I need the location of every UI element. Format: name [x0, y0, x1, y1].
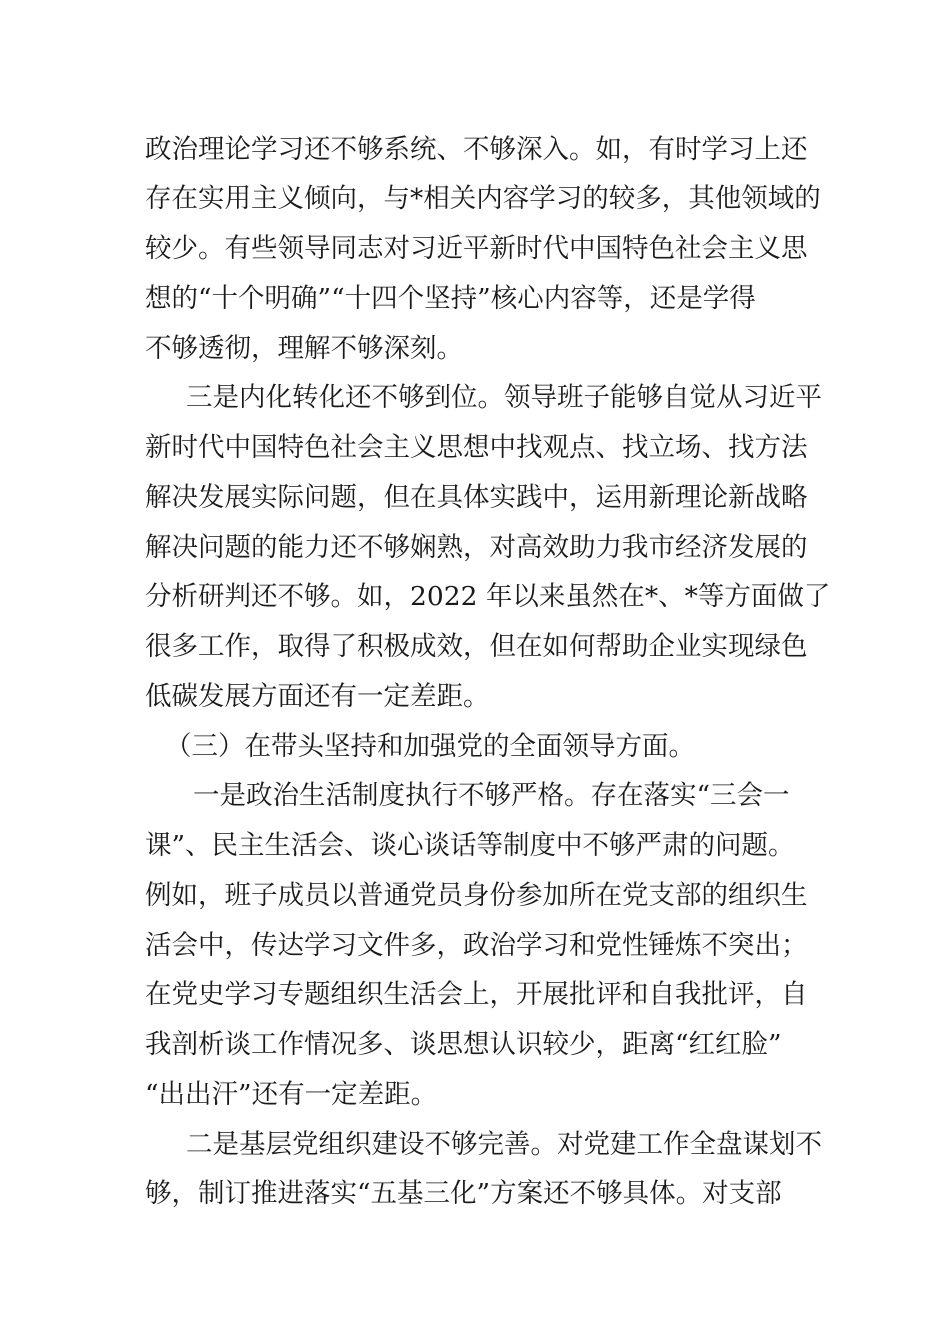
- text-line: 例如，班子成员以普通党员身份参加所在党支部的组织生: [145, 880, 808, 911]
- section-heading: （三）在带头坚持和加强党的全面领导方面。: [165, 731, 695, 762]
- text-line: 活会中，传达学习文件多，政治学习和党性锤炼不突出；: [145, 930, 808, 961]
- text-line: 政治理论学习还不够系统、不够深入。如，有时学习上还: [145, 134, 808, 165]
- text-line: 分析研判还不够。如，2022 年以来虽然在*、*等方面做了: [145, 581, 831, 612]
- text-line: 解决发展实际问题，但在具体实践中，运用新理论新战略: [145, 482, 808, 513]
- paragraph-first-line: 二是基层党组织建设不够完善。对党建工作全盘谋划不: [186, 1129, 822, 1160]
- paragraph-first-line: 一是政治生活制度执行不够严格。存在落实“三会一: [193, 780, 790, 811]
- text-line: 新时代中国特色社会主义思想中找观点、找立场、找方法: [145, 432, 808, 463]
- text-line: 我剖析谈工作情况多、谈思想认识较少，距离“红红脸”: [145, 1029, 782, 1060]
- text-line: 较少。有些领导同志对习近平新时代中国特色社会主义思: [145, 233, 808, 264]
- paragraph-first-line: 三是内化转化还不够到位。领导班子能够自觉从习近平: [186, 382, 822, 413]
- text-line: 很多工作，取得了积极成效，但在如何帮助企业实现绿色: [145, 631, 808, 662]
- text-line: 存在实用主义倾向，与*相关内容学习的较多，其他领域的: [145, 183, 821, 214]
- text-line: 解决问题的能力还不够娴熟，对高效助力我市经济发展的: [145, 532, 808, 563]
- text-line: 课”、民主生活会、谈心谈话等制度中不够严肃的问题。: [145, 830, 795, 861]
- text-line: 不够透彻，理解不够深刻。: [145, 333, 463, 364]
- text-line: 低碳发展方面还有一定差距。: [145, 681, 490, 712]
- text-line: 想的“十个明确”“十四个坚持”核心内容等，还是学得: [145, 283, 756, 314]
- text-line: 够，制订推进落实“五基三化”方案还不够具体。对支部: [145, 1178, 782, 1209]
- text-line: 在党史学习专题组织生活会上，开展批评和自我批评，自: [145, 979, 808, 1010]
- text-line: “出出汗”还有一定差距。: [145, 1079, 438, 1110]
